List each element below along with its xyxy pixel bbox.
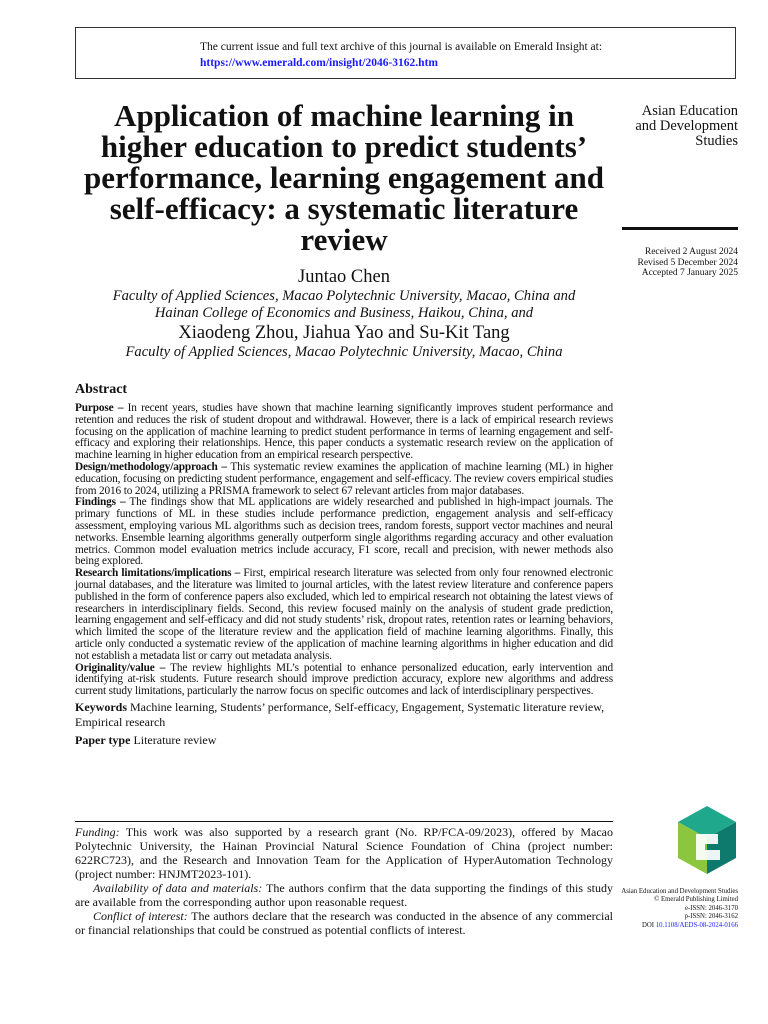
journal-availability-notice bbox=[75, 27, 736, 79]
availability-text: The authors confirm that the data supporting the findings of this study are available from the corresponding author upon reasonable request. bbox=[75, 881, 613, 909]
received-date: Received 2 August 2024 bbox=[644, 247, 738, 257]
doi-link[interactable]: 10.1108/AEDS-08-2024-0166 bbox=[655, 921, 738, 929]
originality-label: Originality/value – bbox=[75, 661, 166, 674]
conflict-note bbox=[75, 909, 613, 937]
availability-note bbox=[75, 881, 613, 909]
sidebar-rule bbox=[622, 227, 738, 230]
emerald-logo-icon bbox=[674, 804, 740, 876]
funding-text: This work was also supported by a research grant (No. RP/FCA-09/2023), offered by Macao Polytechnic University, the Hainan Provincial Natural Science Foundation of China (project number: 622RC723), and the Research and Innovation Team for the Application of HyperAutomation Technology (project number: HNJMT2023-101). bbox=[75, 825, 613, 881]
purpose-label: Purpose – bbox=[75, 402, 124, 414]
journal-name-line-3: Studies bbox=[695, 133, 738, 149]
pub-journal-name: Asian Education and Development Studies bbox=[621, 888, 738, 895]
design-label: Design/methodology/approach – bbox=[75, 460, 227, 473]
design-text: This systematic review examines the application of machine learning (ML) in higher education, focusing on predicting student performance, engagement and self-efficacy. The review covers empirical studies from 2016 to 2024, utilizing a PRISMA framework to select 67 relevant articles from major databases. bbox=[75, 460, 613, 497]
author-block bbox=[75, 266, 613, 361]
abstract-purpose bbox=[75, 403, 613, 462]
keywords bbox=[75, 700, 613, 731]
purpose-text: In recent years, studies have shown that machine learning significantly improves student performance and retention and reduces the risk of student dropout and withdrawal. However, there is a lack of empirical research reviews focusing on the application of machine learning to predict student performance in terms of learning engagement and self-efficacy and exploring their relationships. Hence, this paper conducts a systematic research review on the application of machine learning in higher education from an empirical research perspective. bbox=[75, 402, 613, 462]
paper-type-text: Literature review bbox=[133, 732, 217, 747]
affiliation-2: Faculty of Applied Sciences, Macao Polytechnic University, Macao, China bbox=[125, 344, 563, 360]
pissn: p-ISSN: 2046-3162 bbox=[684, 913, 738, 921]
paper-type-label: Paper type bbox=[75, 732, 131, 747]
publisher-name: © Emerald Publishing Limited bbox=[654, 896, 738, 904]
revised-date: Revised 5 December 2024 bbox=[637, 257, 738, 268]
affiliation-1-line-2: Hainan College of Economics and Business, Haikou, China, and bbox=[154, 305, 534, 321]
keywords-label: Keywords bbox=[75, 699, 127, 714]
eissn: e-ISSN: 2046-3170 bbox=[684, 904, 738, 912]
keywords-text: Machine learning, Students’ performance, Self-efficacy, Engagement, Systematic literature review, Empirical research bbox=[75, 699, 605, 730]
funding-label: Funding: bbox=[75, 825, 120, 839]
abstract-limitations bbox=[75, 568, 613, 662]
article-title: Application of machine learning in higher education to predict students’ performance, learning engagement and self-efficacy: a systematic literature review bbox=[83, 98, 605, 257]
availability-label: Availability of data and materials: bbox=[93, 881, 263, 895]
abstract-heading: Abstract bbox=[75, 382, 128, 397]
paper-type bbox=[75, 733, 613, 749]
publisher-info bbox=[618, 888, 738, 930]
doi-line bbox=[618, 922, 738, 930]
originality-text: The review highlights ML’s potential to enhance personalized education, early intervention and identifying at-risk students. Future research should improve prediction accuracy, explore new algorithms and address current study limitations, particularly the narrow focus on specific outcomes and lack of interdisciplinary perspectives. bbox=[75, 661, 613, 698]
abstract-originality bbox=[75, 663, 613, 698]
funding-note bbox=[75, 825, 613, 881]
conflict-text: The authors declare that the research was conducted in the absence of any commercial or financial relationships that could be construed as potential conflicts of interest. bbox=[75, 909, 613, 937]
affiliation-1-line-1: Faculty of Applied Sciences, Macao Polytechnic University, Macao, China and bbox=[112, 288, 576, 304]
journal-name-line-1: Asian Education bbox=[641, 103, 738, 119]
findings-text: The findings show that ML applications are widely researched and published in high-impact journals. The primary functions of ML in these studies include performance prediction, engagement analysis and self-efficacy assessment, employing various ML algorithms such as decision trees, random forests, support vector machines and neural networks. Ensemble learning algorithms generally outperform single algorithms regarding accuracy and other evaluation metrics. Common model evaluation metrics include accuracy, F1 score, recall and precision, with newer methods also being explored. bbox=[75, 496, 613, 568]
limitations-label: Research limitations/implications – bbox=[75, 567, 241, 580]
notice-text: The current issue and full text archive of this journal is available on Emerald Insight at: bbox=[200, 41, 603, 53]
accepted-date: Accepted 7 January 2025 bbox=[641, 268, 738, 278]
footnotes bbox=[75, 825, 613, 937]
doi-label: DOI bbox=[641, 921, 655, 929]
journal-url-link[interactable]: https://www.emerald.com/insight/2046-3162.htm bbox=[200, 57, 438, 69]
conflict-label: Conflict of interest: bbox=[93, 909, 188, 923]
abstract-design bbox=[75, 462, 613, 497]
journal-name-line-2: and Development bbox=[635, 118, 738, 134]
author-name-1: Juntao Chen bbox=[298, 267, 390, 287]
findings-label: Findings – bbox=[75, 496, 126, 509]
article-dates bbox=[618, 247, 738, 279]
limitations-text: First, empirical research literature was selected from only four renowned electronic journal databases, and the literature was limited to journal articles, with the latest review literature and conference papers published in the form of conference papers also excluded, which led to empirical research not obtaining the latest views of researchers in interdisciplinary fields. Second, this review focused mainly on the analysis of student grade prediction, learning engagement and self-efficacy and did not study students’ risk, dropout rates, retention rates or learning behaviors, which limited the scope of the literature review and the application field of machine learning algorithms. Finally, this article only conducted a systematic review of the application of machine learning algorithms in higher education and did not establish a metadata list or carry out metadata analysis. bbox=[75, 567, 613, 662]
footnote-divider bbox=[75, 821, 613, 822]
abstract-findings bbox=[75, 497, 613, 568]
author-names-2: Xiaodeng Zhou, Jiahua Yao and Su-Kit Tang bbox=[178, 323, 510, 343]
abstract-section bbox=[75, 382, 613, 748]
journal-name bbox=[618, 104, 738, 149]
